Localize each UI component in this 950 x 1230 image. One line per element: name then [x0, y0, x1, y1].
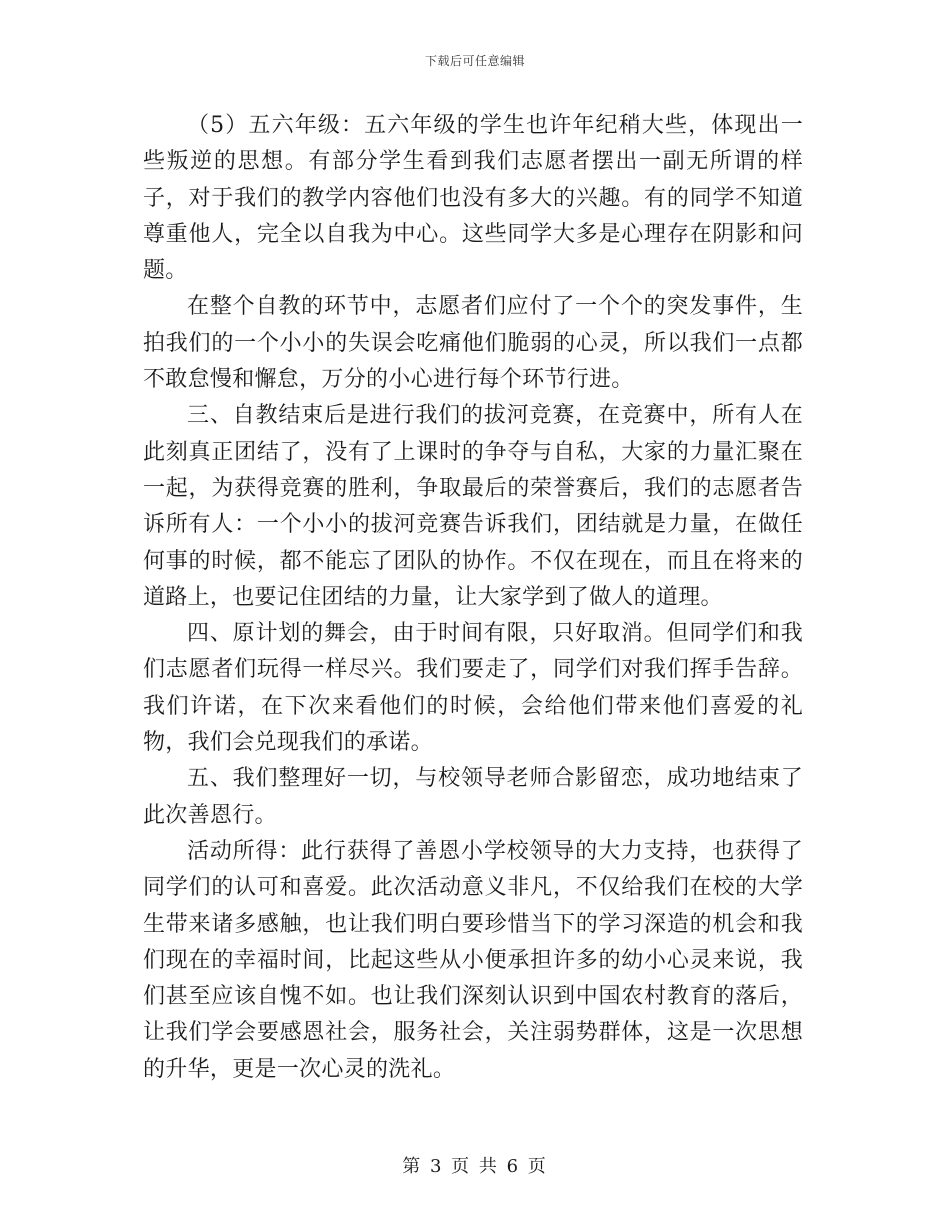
- paragraph-self-teaching: 在整个自教的环节中，志愿者们应付了一个个的突发事件，生拍我们的一个小小的失误会吃痛他们脆弱的心灵，所以我们一点都不敢怠慢和懈怠，万分的小心进行每个环节行进。: [143, 294, 803, 393]
- paragraph-conclusion: 五、我们整理好一切，与校领导老师合影留恋，成功地结束了此次善恩行。: [143, 766, 803, 828]
- paragraph-dance-cancelled: 四、原计划的舞会，由于时间有限，只好取消。但同学们和我们志愿者们玩得一样尽兴。我们要走了，同学们对我们挥手告辞。我们许诺，在下次来看他们的时候，会给他们带来他们喜爱的礼物，我们会兑现我们的承诺。: [143, 621, 803, 756]
- document-body: [143, 108, 803, 1088]
- paragraph-grade-5-6: （5）五六年级：五六年级的学生也许年纪稍大些，体现出一些叛逆的思想。有部分学生看到我们志愿者摆出一副无所谓的样子，对于我们的教学内容他们也没有多大的兴趣。有的同学不知道尊重他人，完全以自我为中心。这些同学大多是心理存在阴影和问题。: [143, 113, 803, 284]
- paragraph-activity-gains: 活动所得：此行获得了善恩小学校领导的大力支持，也获得了同学们的认可和喜爱。此次活动意义非凡，不仅给我们在校的大学生带来诸多感触，也让我们明白要珍惜当下的学习深造的机会和我们现在的幸福时间，比起这些从小便承担许多的幼小心灵来说，我们甚至应该自愧不如。也让我们深刻认识到中国农村教育的落后，让我们学会要感恩社会，服务社会，关注弱势群体，这是一次思想的升华，更是一次心灵的洗礼。: [143, 838, 803, 1082]
- paragraph-tug-of-war: 三、自教结束后是进行我们的拔河竞赛，在竞赛中，所有人在此刻真正团结了，没有了上课时的争夺与自私，大家的力量汇聚在一起，为获得竞赛的胜利，争取最后的荣誉赛后，我们的志愿者告诉所有人：一个小小的拔河竞赛告诉我们，团结就是力量，在做任何事的时候，都不能忘了团队的协作。不仅在现在，而且在将来的道路上，也要记住团结的力量，让大家学到了做人的道理。: [143, 403, 803, 610]
- page-number: 第 3 页 共 6 页: [402, 1156, 548, 1177]
- page-header: 下载后可任意编辑: [424, 54, 525, 68]
